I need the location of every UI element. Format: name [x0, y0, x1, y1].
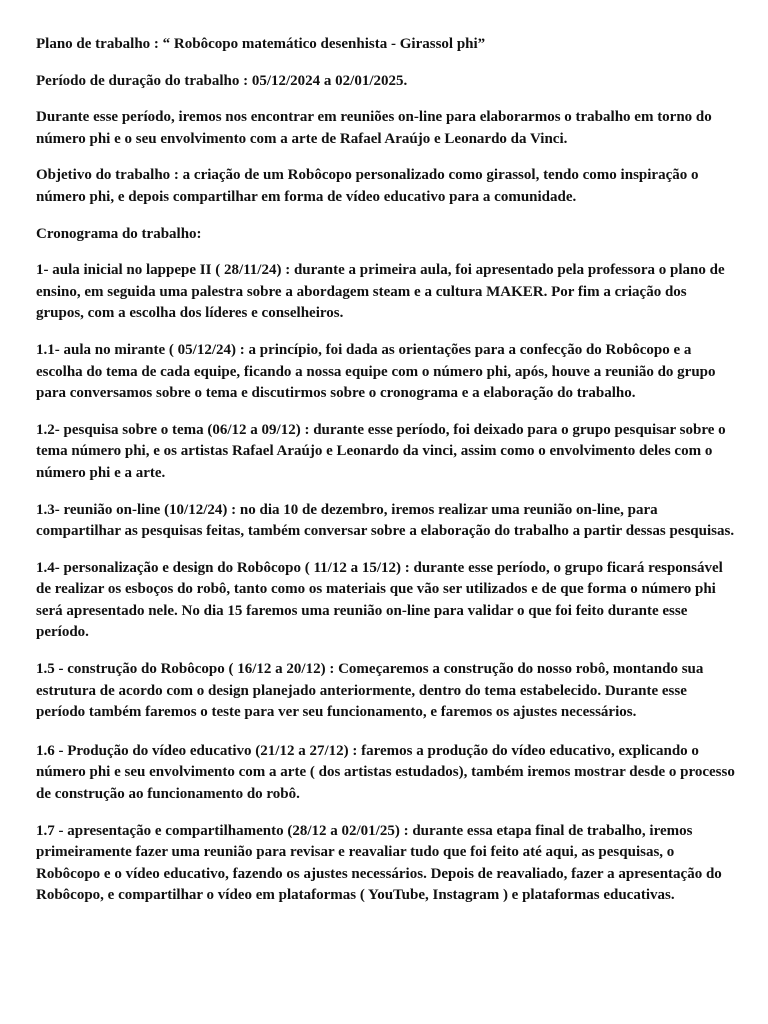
schedule-item-text: faremos a produção do vídeo educativo, explicando o número phi e seu envolvimento com a arte ( dos artistas estudados), também iremos mostrar desde o processo de construção ao funcionamento do robô.: [36, 742, 735, 803]
schedule-item-1-1: [36, 340, 736, 405]
schedule-item-text: durante essa etapa final de trabalho, iremos primeiramente fazer uma reunião para revisar e reavaliar tudo que foi feito até aqui, as pesquisas, o Robôcopo e o vídeo educativo, fazendo os ajustes necessários. Depois de reavaliado, fazer a apresentação do Robôcopo, e compartilhar o vídeo em plataformas ( YouTube, Instagram ) e plataformas educativas.: [36, 822, 722, 904]
document-title: Plano de trabalho : “ Robôcopo matemático desenhista - Girassol phi”: [36, 36, 486, 52]
schedule-heading: Cronograma do trabalho:: [36, 225, 202, 242]
schedule-item-text: durante esse período, foi deixado para o grupo pesquisar sobre o tema número phi, e os artistas Rafael Araújo e Leonardo da vinci, assim como o envolvimento deles com o número phi e a arte.: [36, 421, 726, 481]
schedule-item-text: durante esse período, o grupo ficará responsável de realizar os esboços do robô, tanto como os materiais que vão ser utilizados e de que forma o número phi será apresentado nele. No dia 15 faremos uma reunião on-line para validar o que foi feito durante esse período.: [36, 559, 723, 641]
schedule-item-lead: 1- aula inicial no lappepe II ( 28/11/24) :: [36, 262, 291, 279]
work-period: Período de duração do trabalho : 05/12/2024 a 02/01/2025.: [36, 72, 408, 89]
objective-paragraph: Objetivo do trabalho : a criação de um Robôcopo personalizado como girassol, tendo como inspiração o número phi, e depois compartilhar em forma de vídeo educativo para a comunidade.: [36, 167, 699, 205]
schedule-item-lead: 1.7 - apresentação e compartilhamento (28/12 a 02/01/25) :: [36, 822, 409, 839]
schedule-item-lead: 1.6 - Produção do vídeo educativo (21/12 a 27/12) :: [36, 742, 358, 759]
schedule-item-text: no dia 10 de dezembro, iremos realizar uma reunião on-line, para compartilhar as pesquisas feitas, também conversar sobre a elaboração do trabalho a partir dessas pesquisas.: [36, 501, 735, 540]
schedule-item-1-4: [36, 558, 736, 644]
schedule-item-1-7: [36, 821, 736, 907]
schedule-item-text: a princípio, foi dada as orientações para a confecção do Robôcopo e a escolha do tema de cada equipe, ficando a nossa equipe com o número phi, após, houve a reunião do grupo para conversamos sobre o tema e discutirmos sobre o cronograma e a elaboração do trabalho.: [36, 341, 716, 402]
schedule-item-1-2: [36, 420, 736, 485]
schedule-item-1: [36, 260, 736, 325]
schedule-item-lead: 1.1- aula no mirante ( 05/12/24) :: [36, 341, 245, 358]
schedule-item-lead: 1.2- pesquisa sobre o tema (06/12 a 09/12) :: [36, 421, 310, 438]
schedule-item-1-3: [36, 500, 736, 543]
schedule-item-1-5: [36, 659, 736, 724]
intro-paragraph: Durante esse período, iremos nos encontrar em reuniões on-line para elaborarmos o trabalho em torno do número phi e o seu envolvimento com a arte de Rafael Araújo e Leonardo da Vinci.: [36, 109, 712, 147]
schedule-item-1-6: [36, 741, 736, 806]
schedule-item-text: durante a primeira aula, foi apresentado pela professora o plano de ensino, em seguida uma palestra sobre a abordagem steam e a cultura MAKER. Por fim a criação dos grupos, com a escolha dos líderes e conselheiros.: [36, 262, 725, 322]
schedule-item-lead: 1.3- reunião on-line (10/12/24) :: [36, 501, 237, 518]
schedule-item-lead: 1.5 - construção do Robôcopo ( 16/12 a 20/12) :: [36, 661, 335, 678]
schedule-item-text: Começaremos a construção do nosso robô, montando sua estrutura de acordo com o design planejado anteriormente, dentro do tema estabelecido. Durante esse período também faremos o teste para ver seu funcionamento, e faremos os ajustes necessários.: [36, 661, 704, 721]
schedule-item-lead: 1.4- personalização e design do Robôcopo ( 11/12 a 15/12) :: [36, 559, 410, 576]
document-page: [36, 34, 736, 922]
